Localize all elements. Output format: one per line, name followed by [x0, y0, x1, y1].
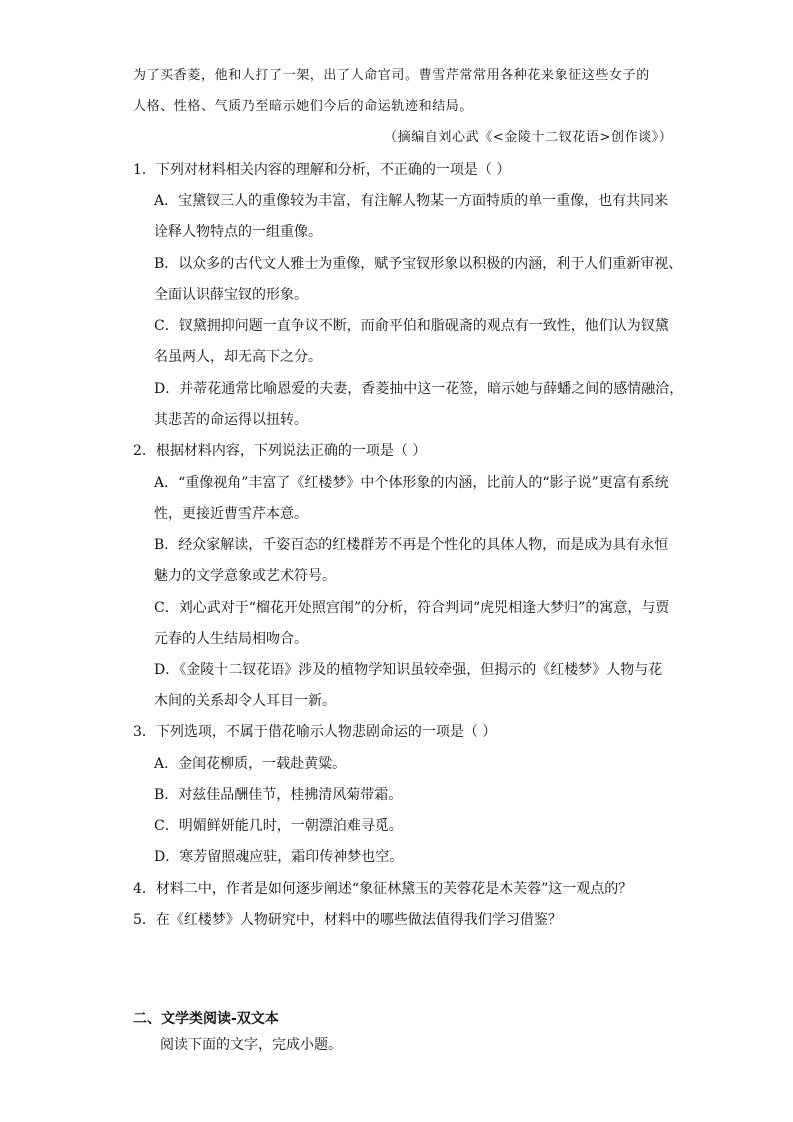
question-2-option-d-cont: 木间的关系却令人耳目一新。	[154, 693, 336, 709]
section-instruction: 阅读下面的文字，完成小题。	[160, 1037, 342, 1053]
question-3-stem: 3．下列选项，不属于借花喻示人物悲剧命运的一项是（ ）	[133, 724, 497, 740]
question-3-option-c: C．明媚鲜妍能几时，一朝漂泊难寻觅。	[154, 818, 403, 834]
question-3-option-d: D．寒芳留照魂应驻，霜印传神梦也空。	[154, 849, 404, 865]
question-1-option-c: C．钗黛拥抑问题一直争议不断，而俞平伯和脂砚斋的观点有一致性，他们认为钗黛	[154, 318, 669, 334]
question-5-stem: 5．在《红楼梦》人物研究中，材料中的哪些做法值得我们学习借鉴？	[133, 912, 562, 928]
question-2-stem: 2．根据材料内容，下列说法正确的一项是（ ）	[133, 443, 427, 459]
question-1-option-b: B．以众多的古代文人雅士为重像，赋予宝钗形象以积极的内涵，利于人们重新审视、	[154, 256, 683, 272]
question-1-option-a: A．宝黛钗三人的重像较为丰富，有注解人物某一方面特质的单一重像，也有共同来	[154, 193, 669, 209]
question-3-option-b: B．对兹佳品酬佳节，桂拂清风菊带霜。	[154, 787, 403, 803]
question-1-option-a-cont: 诠释人物特点的一组重像。	[154, 224, 322, 240]
passage-line: 人格、性格、气质乃至暗示她们今后的命运轨迹和结局。	[133, 99, 474, 114]
question-2-option-c: C．刘心武对于“榴花开处照宫闱”的分析，符合判词“虎兕相逢大梦归”的寓意，与贾	[154, 600, 670, 616]
question-1-option-c-cont: 名虽两人，却无高下之分。	[154, 349, 322, 365]
question-1-option-b-cont: 全面认识薛宝钗的形象。	[154, 287, 308, 303]
question-2-option-a: A．“重像视角”丰富了《红楼梦》中个体形象的内涵，比前人的“影子说”更富有系统	[154, 475, 669, 491]
question-1-option-d: D．并蒂花通常比喻恩爱的夫妻，香菱抽中这一花签，暗示她与薛蟠之间的感情融洽，	[154, 381, 684, 397]
question-3-option-a: A．金闺花柳质，一载赴黄粱。	[154, 756, 347, 772]
section-heading: 二、文学类阅读-双文本	[133, 1011, 279, 1027]
question-1-stem: 1．下列对材料相关内容的理解和分析，不正确的一项是（ ）	[133, 162, 511, 178]
question-2-option-a-cont: 性，更接近曹雪芹本意。	[154, 506, 308, 522]
question-2-option-b-cont: 魅力的文学意象或艺术符号。	[154, 568, 336, 584]
question-2-option-b: B．经众家解读，千姿百态的红楼群芳不再是个性化的具体人物，而是成为具有永恒	[154, 537, 669, 553]
question-2-option-d: D．《金陵十二钗花语》涉及的植物学知识虽较牵强，但揭示的《红楼梦》人物与花	[154, 662, 663, 678]
passage-line: 为了买香菱，他和人打了一架，出了人命官司。曹雪芹常常用各种花来象征这些女子的	[133, 68, 650, 83]
question-4-stem: 4．材料二中，作者是如何逐步阐述“象征林黛玉的芙蓉花是木芙蓉”这一观点的？	[133, 881, 633, 897]
passage-source: （摘编自刘心武《<金陵十二钗花语>创作谈》）	[384, 130, 673, 145]
question-1-option-d-cont: 其悲苦的命运得以扭转。	[154, 412, 308, 428]
question-2-option-c-cont: 元春的人生结局相吻合。	[154, 631, 308, 647]
